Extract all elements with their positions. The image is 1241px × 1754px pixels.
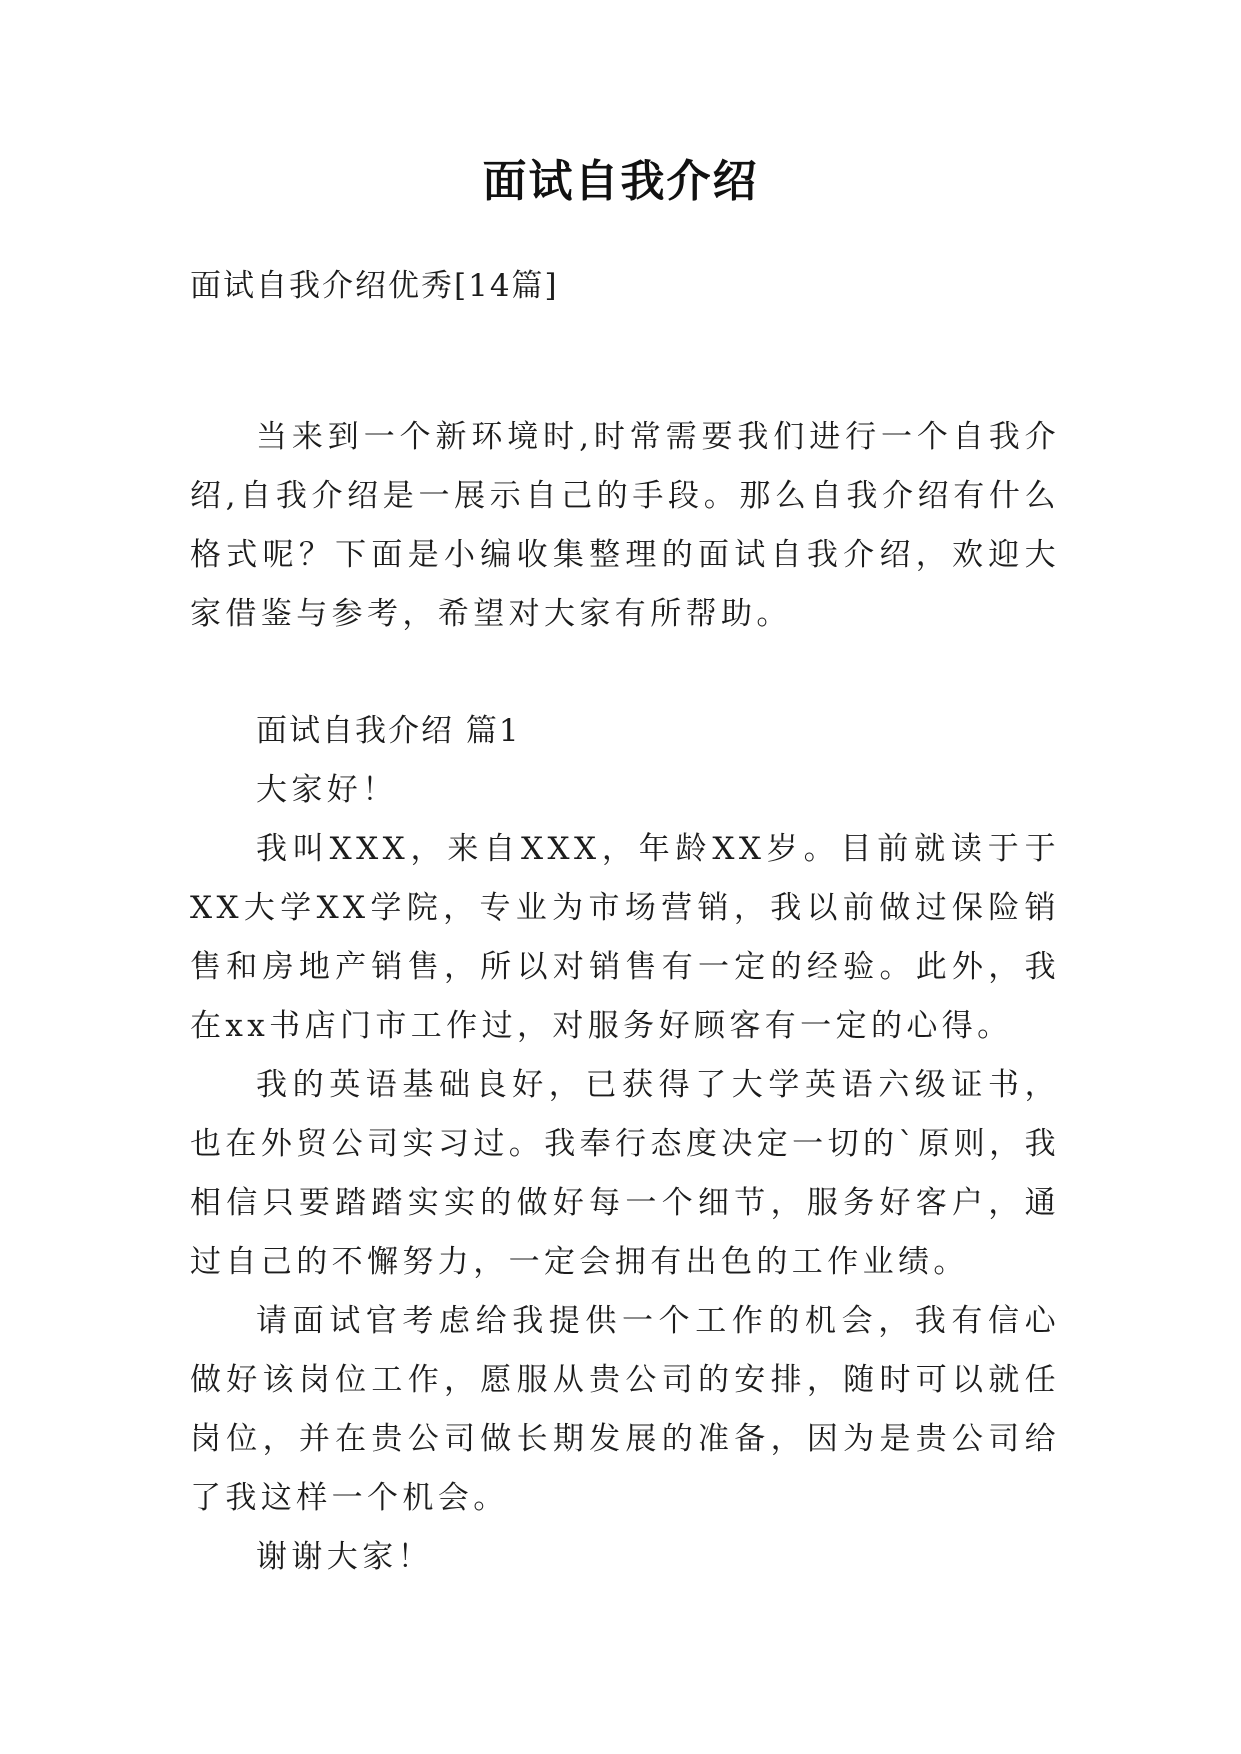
document-title: 面试自我介绍 <box>482 156 759 207</box>
section-heading: 面试自我介绍 篇1 <box>256 713 521 749</box>
body-paragraph-1: 我叫XXX，来自XXX，年龄XX岁。目前就读于于XX大学XX学院，专业为市场营销，我以前做过保险销售和房地产销售，所以对销售有一定的经验。此外，我在xx书店门市工作过，对服务好顾客有一定的心得。 <box>190 831 1060 1044</box>
body-paragraph-3: 请面试官考虑给我提供一个工作的机会，我有信心做好该岗位工作，愿服从贵公司的安排，随时可以就任岗位，并在贵公司做长期发展的准备，因为是贵公司给了我这样一个机会。 <box>190 1303 1060 1516</box>
closing-line: 谢谢大家！ <box>256 1539 433 1575</box>
document-subtitle: 面试自我介绍优秀[14篇] <box>190 268 559 304</box>
intro-paragraph: 当来到一个新环境时,时常需要我们进行一个自我介绍,自我介绍是一展示自己的手段。那么自我介绍有什么格式呢？下面是小编收集整理的面试自我介绍，欢迎大家借鉴与参考，希望对大家有所帮助。 <box>190 419 1060 632</box>
body-paragraph-2: 我的英语基础良好，已获得了大学英语六级证书，也在外贸公司实习过。我奉行态度决定一切的`原则，我相信只要踏踏实实的做好每一个细节，服务好客户，通过自己的不懈努力，一定会拥有出色的工作业绩。 <box>190 1067 1060 1280</box>
greeting-line: 大家好！ <box>256 772 398 808</box>
section-1 <box>190 702 1060 1587</box>
